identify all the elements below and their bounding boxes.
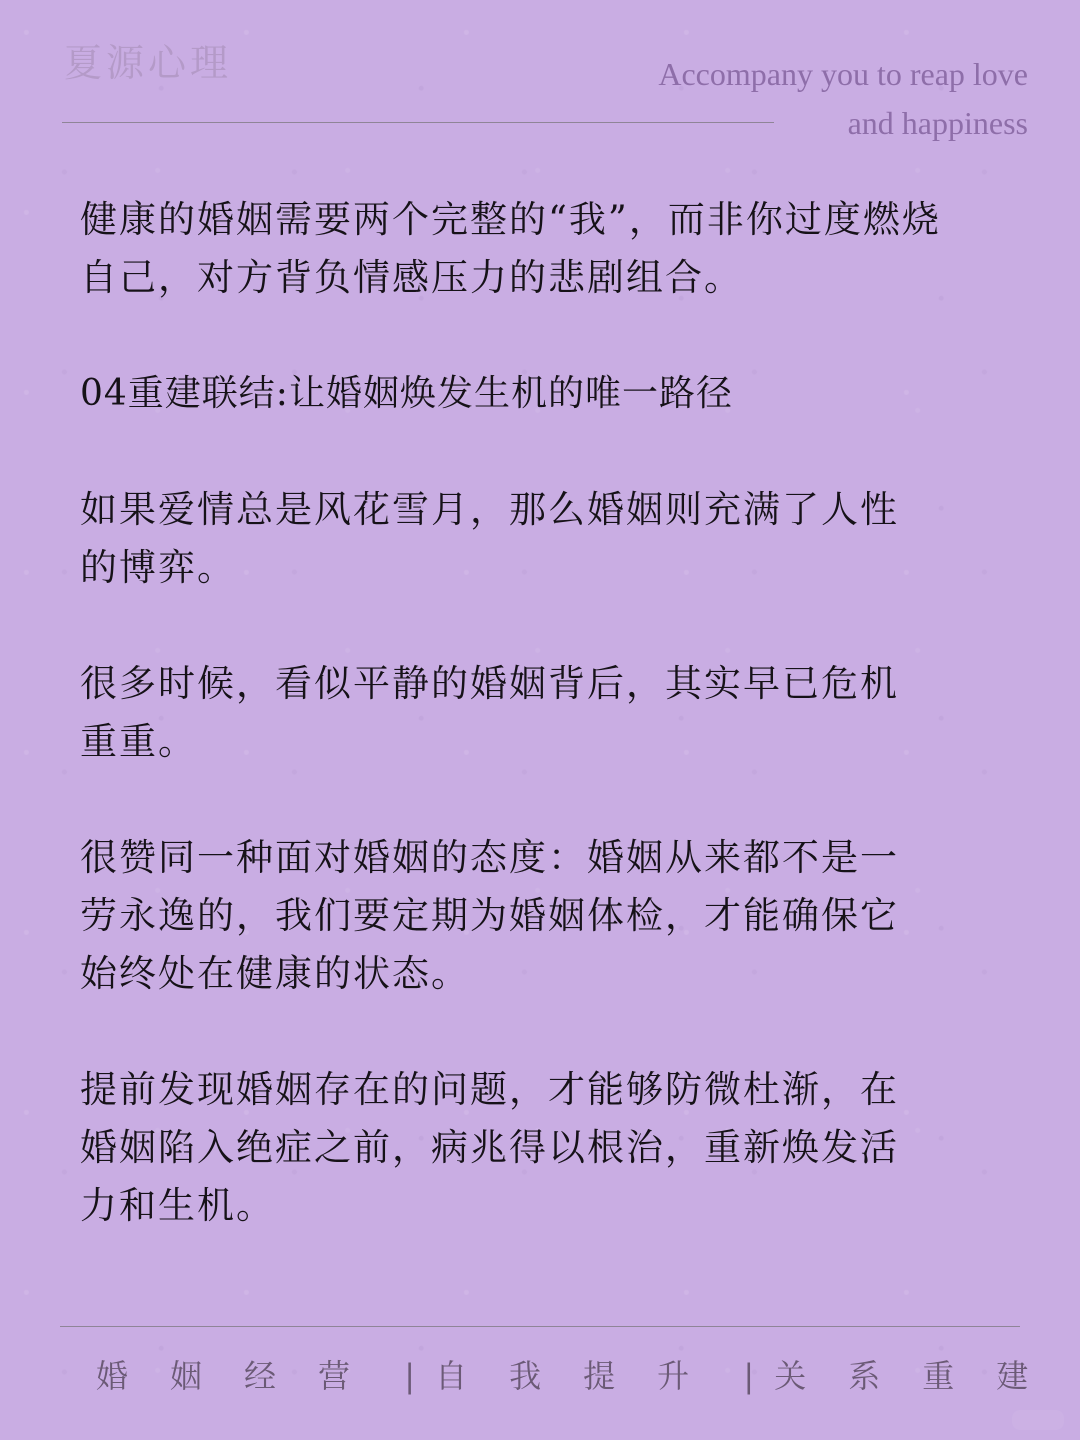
paragraph-1-line-1: 健康的婚姻需要两个完整的“我”，而非你过度燃烧	[80, 198, 941, 241]
paragraph-3-line-1: 很多时候，看似平静的婚姻背后，其实早已危机	[80, 662, 899, 705]
paragraph-5	[80, 1061, 1010, 1235]
paragraph-2-line-1: 如果爱情总是风花雪月，那么婚姻则充满了人性	[80, 488, 899, 531]
footer-tag-marriage: 婚姻经营	[96, 1357, 393, 1395]
paragraph-3	[80, 655, 1010, 771]
spacer	[80, 1003, 1010, 1061]
spacer	[80, 771, 1010, 829]
paragraph-1-line-2: 自己，对方背负情感压力的悲剧组合。	[80, 256, 743, 299]
page-header	[0, 0, 1080, 170]
faint-watermark	[1012, 1410, 1064, 1430]
tagline-line-2: and happiness	[847, 105, 1028, 141]
header-tagline	[598, 50, 1028, 148]
paragraph-2-line-2: 的博弈。	[80, 546, 236, 589]
footer-tag-self-growth: 自我提升	[435, 1357, 732, 1395]
paragraph-3-line-2: 重重。	[80, 720, 197, 763]
footer-tags	[96, 1356, 1071, 1396]
section-heading: 04重建联结:让婚姻焕发生机的唯一路径	[80, 373, 733, 414]
tagline-line-1: Accompany you to reap love	[658, 56, 1028, 92]
spacer	[80, 307, 1010, 365]
footer-divider	[60, 1326, 1020, 1327]
paragraph-1	[80, 191, 1010, 307]
paragraph-5-line-2: 婚姻陷入绝症之前，病兆得以根治，重新焕发活	[80, 1126, 899, 1169]
brand-name: 夏源心理	[64, 41, 233, 85]
paragraph-4-line-2: 劳永逸的，我们要定期为婚姻体检，才能确保它	[80, 894, 899, 937]
footer-tag-relationship: 关系重建	[774, 1357, 1071, 1395]
spacer	[80, 597, 1010, 655]
paragraph-5-line-1: 提前发现婚姻存在的问题，才能够防微杜渐，在	[80, 1068, 899, 1111]
paragraph-5-line-3: 力和生机。	[80, 1184, 275, 1227]
paragraph-4-line-1: 很赞同一种面对婚姻的态度：婚姻从来都不是一	[80, 836, 899, 879]
paragraph-2	[80, 481, 1010, 597]
article-body	[80, 191, 1010, 1235]
footer-separator: |	[743, 1357, 755, 1395]
footer-separator: |	[404, 1357, 415, 1395]
paragraph-4	[80, 829, 1010, 1003]
spacer	[80, 423, 1010, 481]
paragraph-4-line-3: 始终处在健康的状态。	[80, 952, 470, 995]
